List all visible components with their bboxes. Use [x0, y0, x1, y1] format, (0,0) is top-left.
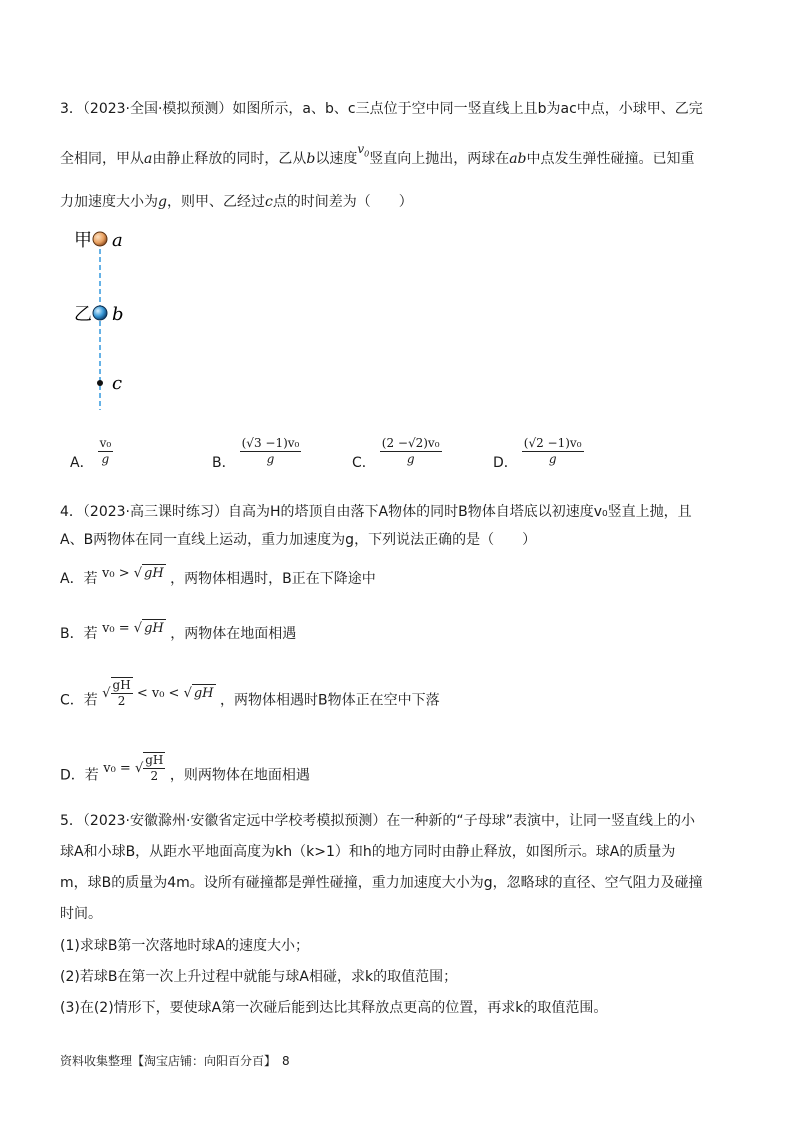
q5-subquestion-2: (2)若球B在第一次上升过程中就能与球A相碰，求k的取值范围；: [60, 969, 458, 985]
option-fraction: $\frac{\text{v₀}}{g}$: [99, 435, 112, 466]
q3-text: 竖直向上抛出，两球在: [369, 151, 510, 167]
label-a: a: [112, 230, 123, 251]
q3-figure: [70, 225, 150, 415]
option-label: A．: [70, 455, 94, 471]
ball-yi: [93, 306, 107, 320]
label-b: b: [112, 304, 124, 325]
q4-option-b[interactable]: [60, 621, 297, 644]
q3-option-a[interactable]: [70, 430, 113, 472]
option-fraction: $\frac{\text{(2 −√2)v₀}}{g}$: [381, 435, 440, 466]
q3-line1: 3．（2023·全国·模拟预测）如图所示，a、b、c三点位于空中同一竖直线上且b为ac中点，小球甲、乙完: [60, 101, 703, 117]
option-label: C．: [352, 455, 376, 471]
q5-subquestion-1: (1)求球B第一次落地时球A的速度大小；: [60, 938, 310, 954]
math-expr: v₀ = √ gH: [102, 621, 164, 636]
math-expr: v₀ = √ $\frac{gH}{2}$: [103, 753, 164, 783]
q5-line3: m，球B的质量为4m。设所有碰撞都是弹性碰撞，重力加速度大小为g，忽略球的直径、空气阻力及碰撞: [60, 875, 703, 891]
page-footer: 资料收集整理【淘宝店铺：向阳百分百】 8: [60, 1054, 290, 1068]
option-text: ，两物体相遇时B物体正在空中下落: [219, 692, 440, 709]
q3-option-d[interactable]: [493, 430, 584, 472]
q4-option-c[interactable]: [60, 678, 440, 717]
q3-option-c[interactable]: [352, 430, 442, 472]
segment-ab: ab: [509, 151, 527, 167]
option-label: D．若: [60, 767, 99, 784]
point-b: b: [306, 151, 316, 167]
option-label: B．: [212, 455, 236, 471]
q5-subquestion-3: (3)在(2)情形下，要使球A第一次碰后能到达比其释放点更高的位置，再求k的取值范围。: [60, 1000, 608, 1016]
q3-text: 以速度: [315, 151, 358, 167]
point-c: c: [264, 194, 273, 210]
v0-symbol: $v_0$: [357, 142, 370, 159]
q5-line4: 时间。: [60, 906, 102, 922]
q3-line3: [60, 193, 413, 211]
option-label: A．若: [60, 571, 98, 587]
point-c-dot: [97, 380, 103, 386]
option-text: ，两物体在地面相遇: [170, 626, 297, 642]
q4-line1: 4．（2023·高三课时练习）自高为H的塔顶自由落下A物体的同时B物体自塔底以初速度v₀竖直上抛，且: [60, 504, 692, 520]
q3-line2: [60, 142, 695, 173]
option-text: ，两物体相遇时，B正在下降途中: [170, 571, 376, 587]
q3-option-b[interactable]: [212, 430, 301, 472]
q3-text: 中点发生弹性碰撞。已知重: [526, 151, 695, 167]
option-label: C．若: [60, 692, 98, 709]
option-fraction: $\frac{\text{(√2 −1)v₀}}{g}$: [523, 435, 582, 466]
option-label: B．若: [60, 626, 98, 642]
q3-text: 点的时间差为（ ）: [272, 194, 413, 210]
q5-line2: 球A和小球B，从距水平地面高度为kh（k>1）和h的地方同时由静止释放，如图所示。球A的质量为: [60, 844, 676, 860]
label-yi: 乙: [74, 304, 92, 325]
symbol-g: g: [158, 194, 167, 210]
q3-text: ，则甲、乙经过: [166, 194, 265, 210]
q4-option-a[interactable]: [60, 566, 376, 589]
label-c: c: [112, 373, 123, 394]
q3-text: 由静止释放的同时，乙从: [152, 151, 307, 167]
option-text: ，则两物体在地面相遇: [169, 767, 310, 784]
math-expr: √ $\frac{gH}{2}$ < v₀ < √ gH: [102, 678, 214, 708]
point-a: a: [144, 151, 153, 167]
ball-jia: [93, 232, 107, 246]
option-label: D．: [493, 455, 518, 471]
label-jia: 甲: [74, 230, 92, 251]
q4-option-d[interactable]: [60, 753, 310, 792]
option-fraction: $\frac{\text{(√3 −1)v₀}}{g}$: [241, 435, 300, 466]
q3-text: 力加速度大小为: [60, 194, 158, 210]
q4-line2: A、B两物体在同一直线上运动，重力加速度为g，下列说法正确的是（ ）: [60, 532, 537, 548]
math-expr: v₀ > √ gH: [102, 566, 164, 581]
q3-text: 全相同，甲从: [60, 151, 144, 167]
q5-line1: 5．（2023·安徽滁州·安徽省定远中学校考模拟预测）在一种新的“子母球”表演中，让同一竖直线上的小: [60, 813, 695, 829]
